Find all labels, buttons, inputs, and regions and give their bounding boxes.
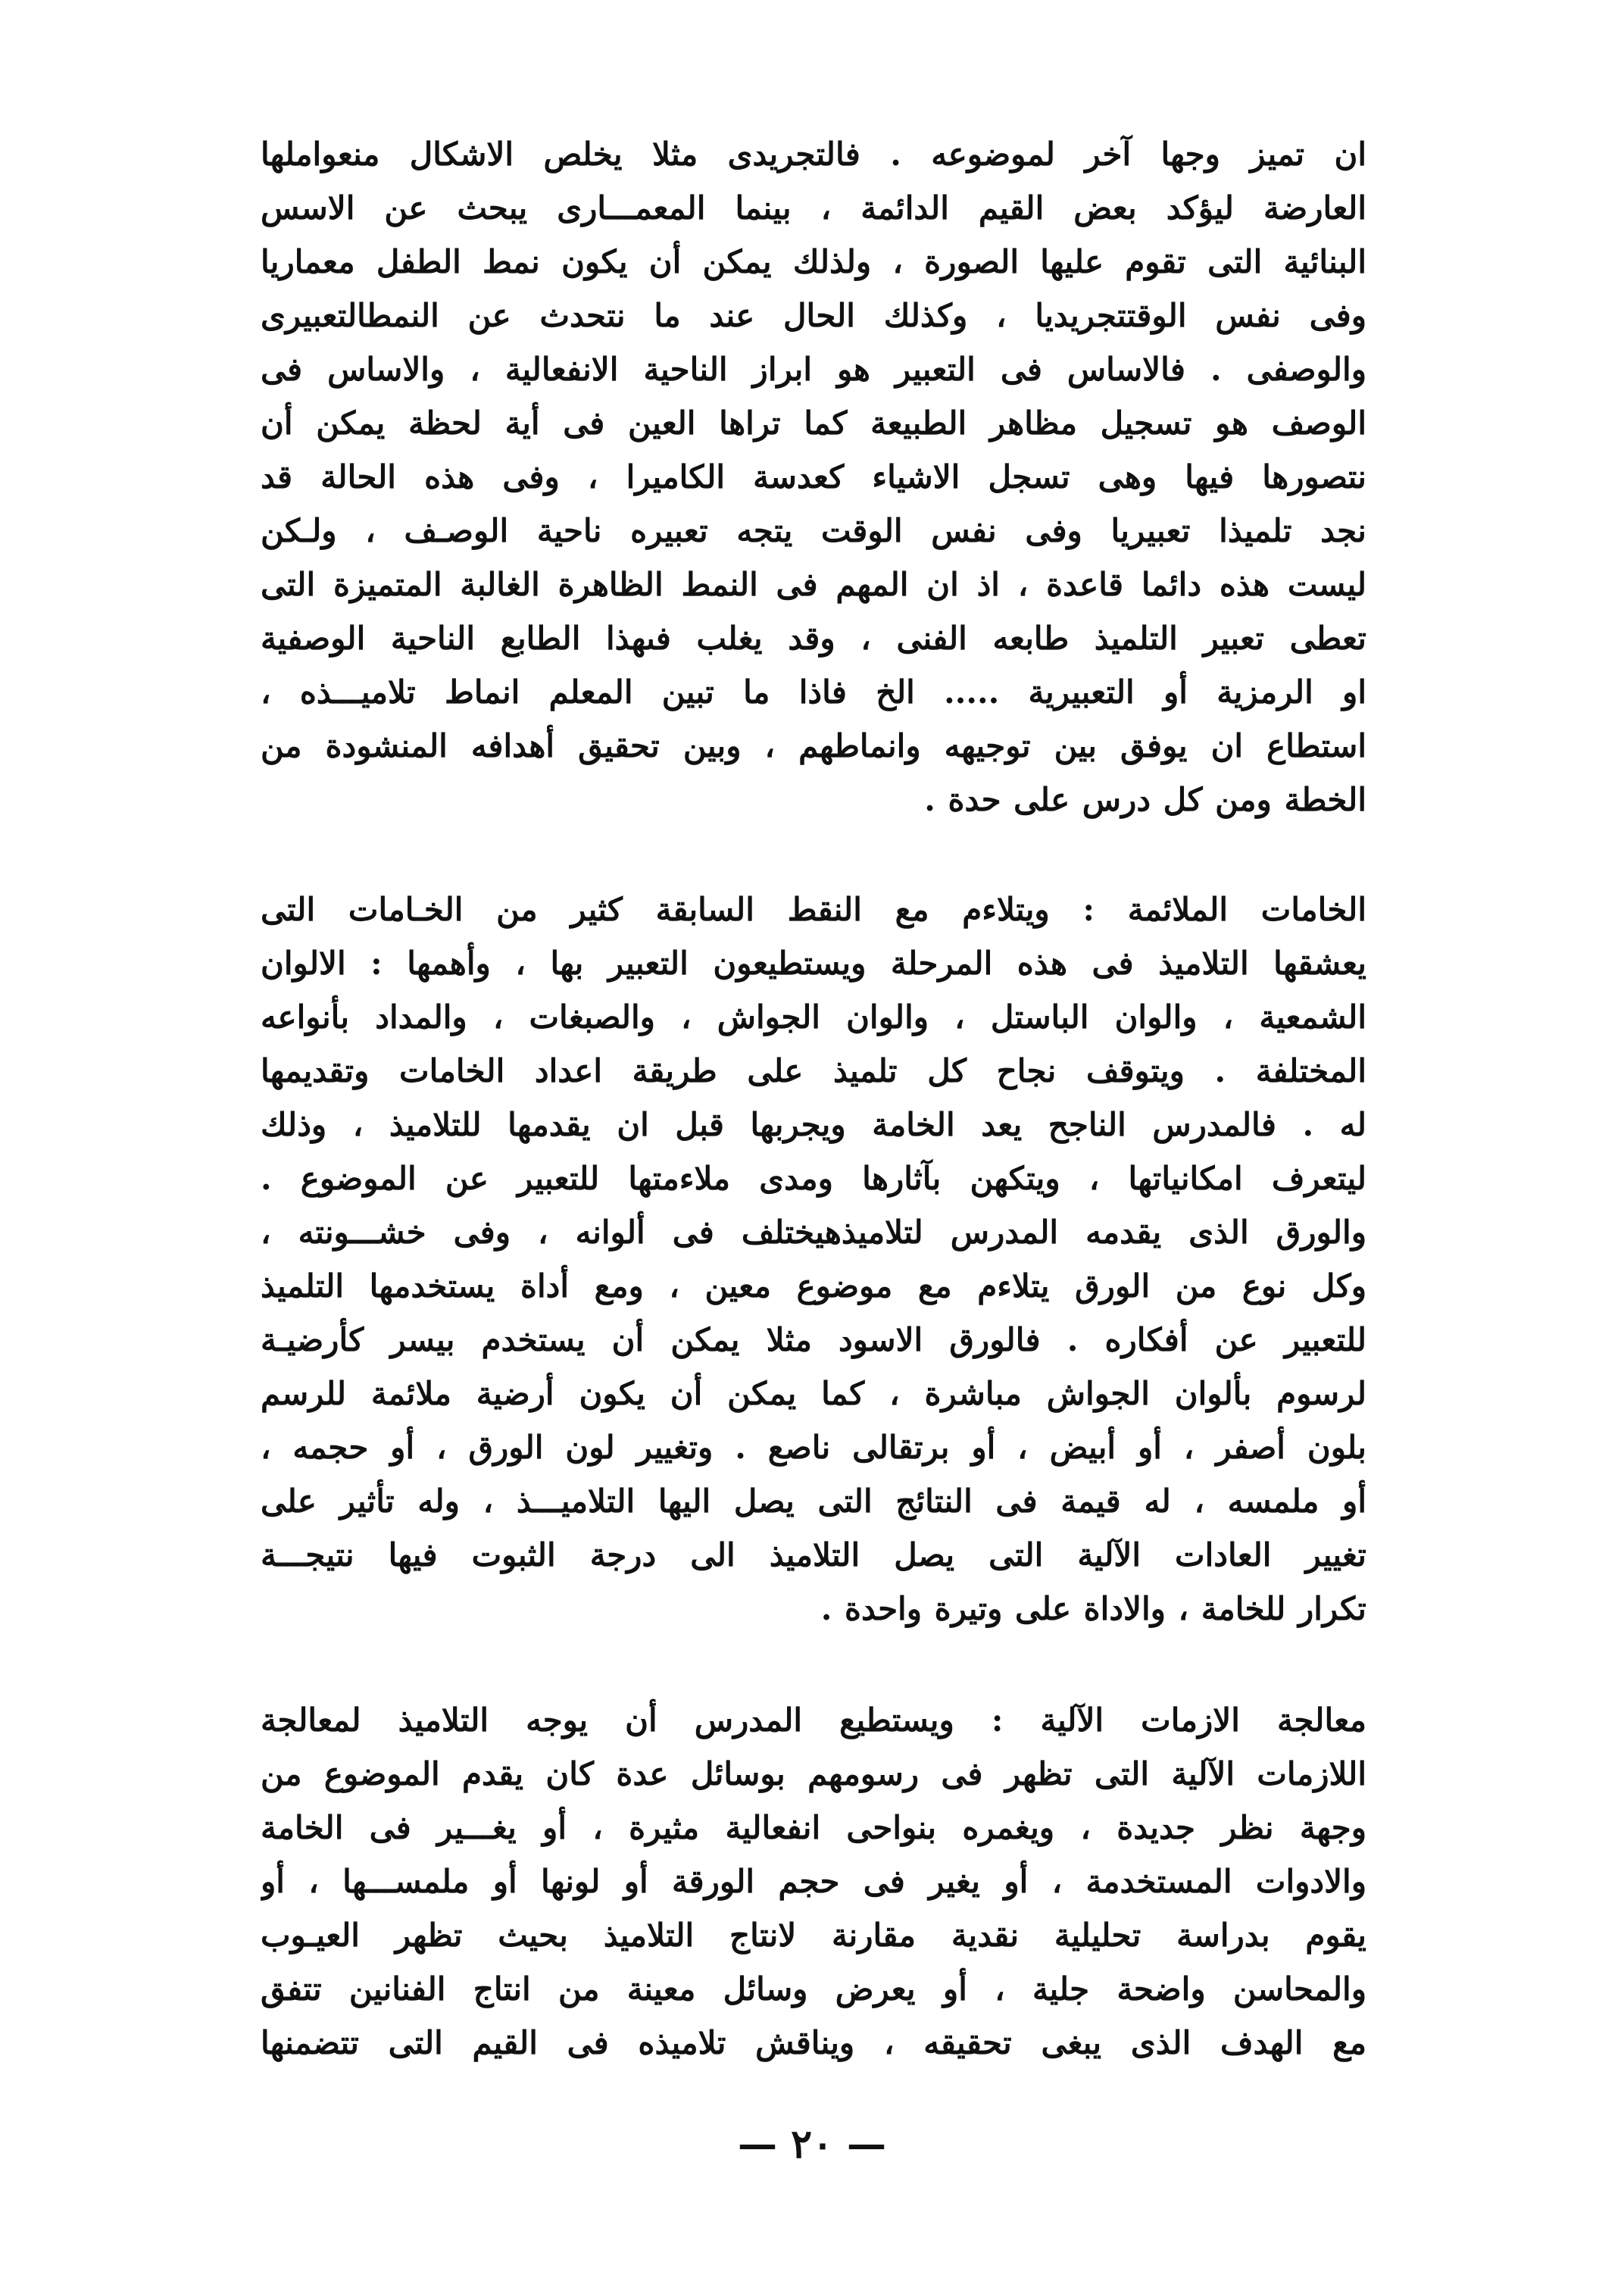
text-line: والادوات المستخدمة ، أو يغير فى حجم الورقة أو لونها أو ملمســـها ، أو xyxy=(261,1863,1366,1900)
text-line: اللازمات الآلية التى تظهر فى رسومهم بوسائل عدة كان يقدم الموضوع من xyxy=(261,1755,1366,1792)
paragraph-automatic-habits xyxy=(261,1693,1366,2070)
text-line: الخطة ومن كل درس على حدة . xyxy=(924,781,1366,818)
text-line: وفى نفس الوقتتجريديا ، وكذلك الحال عند ما نتحدث عن النمطالتعبيرى xyxy=(261,297,1366,334)
text-line: المختلفة . ويتوقف نجاح كل تلميذ على طريقة اعداد الخامات وتقديمها xyxy=(261,1052,1366,1089)
paragraph-materials xyxy=(261,883,1366,1636)
text-line: ليتعرف امكانياتها ، ويتكهن بآثارها ومدى ملاءمتها للتعبير عن الموضوع . xyxy=(261,1160,1366,1197)
text-line: يقوم بدراسة تحليلية نقدية مقارنة لانتاج التلاميذ بحيث تظهر العيـوب xyxy=(261,1917,1366,1954)
section-heading: معالجة الازمات الآلية : xyxy=(991,1701,1366,1739)
text-line: مع الهدف الذى يبغى تحقيقه ، ويناقش تلاميذه فى القيم التى تتضمنها xyxy=(261,2024,1366,2061)
text-line: بلون أصفر ، أو أبيض ، أو برتقالى ناصع . وتغيير لون الورق ، أو حجمه ، xyxy=(261,1429,1366,1466)
text-line: ان تميز وجها آخر لموضوعه . فالتجريدى مثلا يخلص الاشكال منعواملها xyxy=(261,136,1366,173)
text-line: نتصورها فيها وهى تسجل الاشياء كعدسة الكاميرا ، وفى هذه الحالة قد xyxy=(261,458,1366,495)
text-segment: ويتلاءم مع النقط السابقة كثير من الخـامات التى xyxy=(261,891,1083,928)
section-heading: الخامات الملائمة : xyxy=(1082,891,1366,928)
text-line: الوصف هو تسجيل مظاهر الطبيعة كما تراها العين فى أية لحظة يمكن أن xyxy=(261,405,1366,442)
text-line: تعطى تعبير التلميذ طابعه الفنى ، وقد يغلب فىهذا الطابع الناحية الوصفية xyxy=(261,620,1366,657)
text-line: العارضة ليؤكد بعض القيم الدائمة ، بينما المعمـــارى يبحث عن الاسس xyxy=(261,189,1366,227)
text-line: للتعبير عن أفكاره . فالورق الاسود مثلا يمكن أن يستخدم بيسر كأرضيـة xyxy=(261,1321,1366,1358)
paragraph-styles xyxy=(261,127,1366,827)
text-line: والمحاسن واضحة جلية ، أو يعرض وسائل معينة من انتاج الفنانين تتفق xyxy=(261,1970,1366,2008)
text-line: تغيير العادات الآلية التى يصل التلاميذ الى درجة الثبوت فيها نتيجـــة xyxy=(261,1536,1366,1573)
text-line: وجهة نظر جديدة ، ويغمره بنواحى انفعالية مثيرة ، أو يغـــير فى الخامة xyxy=(261,1809,1366,1846)
text-line-with-heading xyxy=(261,883,1366,936)
text-line: والورق الذى يقدمه المدرس لتلاميذهيختلف فى ألوانه ، وفى خشـــونته ، xyxy=(261,1214,1366,1251)
text-line: نجد تلميذا تعبيريا وفى نفس الوقت يتجه تعبيره ناحية الوصـف ، ولـكن xyxy=(261,512,1366,549)
text-line: استطاع ان يوفق بين توجيهه وانماطهم ، وبين تحقيق أهدافه المنشودة من xyxy=(261,727,1366,764)
text-line-with-heading xyxy=(261,1693,1366,1747)
text-line: ليست هذه دائما قاعدة ، اذ ان المهم فى النمط الظاهرة الغالبة المتميزة التى xyxy=(261,566,1366,603)
text-line: لرسوم بألوان الجواش مباشرة ، كما يمكن أن يكون أرضية ملائمة للرسم xyxy=(261,1375,1366,1412)
text-line: تكرار للخامة ، والاداة على وتيرة واحدة . xyxy=(820,1590,1366,1627)
text-line: او الرمزية أو التعبيرية ..... الخ فاذا ما تبين المعلم انماط تلاميـــذه ، xyxy=(261,673,1366,711)
text-line: أو ملمسه ، له قيمة فى النتائج التى يصل اليها التلاميـــذ ، وله تأثير على xyxy=(261,1483,1366,1520)
text-segment: ويستطيع المدرس أن يوجه التلاميذ لمعالجة xyxy=(261,1701,992,1739)
page-number: — ٢٠ — xyxy=(737,2121,887,2167)
text-line: وكل نوع من الورق يتلاءم مع موضوع معين ، ومع أداة يستخدمها التلميذ xyxy=(261,1267,1366,1305)
text-line: له . فالمدرس الناجح يعد الخامة ويجربها قبل ان يقدمها للتلاميذ ، وذلك xyxy=(261,1106,1366,1143)
text-line: يعشقها التلاميذ فى هذه المرحلة ويستطيعون التعبير بها ، وأهمها : الالوان xyxy=(261,945,1366,982)
text-line: البنائية التى تقوم عليها الصورة ، ولذلك يمكن أن يكون نمط الطفل معماريا xyxy=(261,243,1366,280)
text-line: والوصفى . فالاساس فى التعبير هو ابراز الناحية الانفعالية ، والاساس فى xyxy=(261,351,1366,388)
text-line: الشمعية ، والوان الباستل ، والوان الجواش ، والصبغات ، والمداد بأنواعه xyxy=(261,998,1366,1036)
